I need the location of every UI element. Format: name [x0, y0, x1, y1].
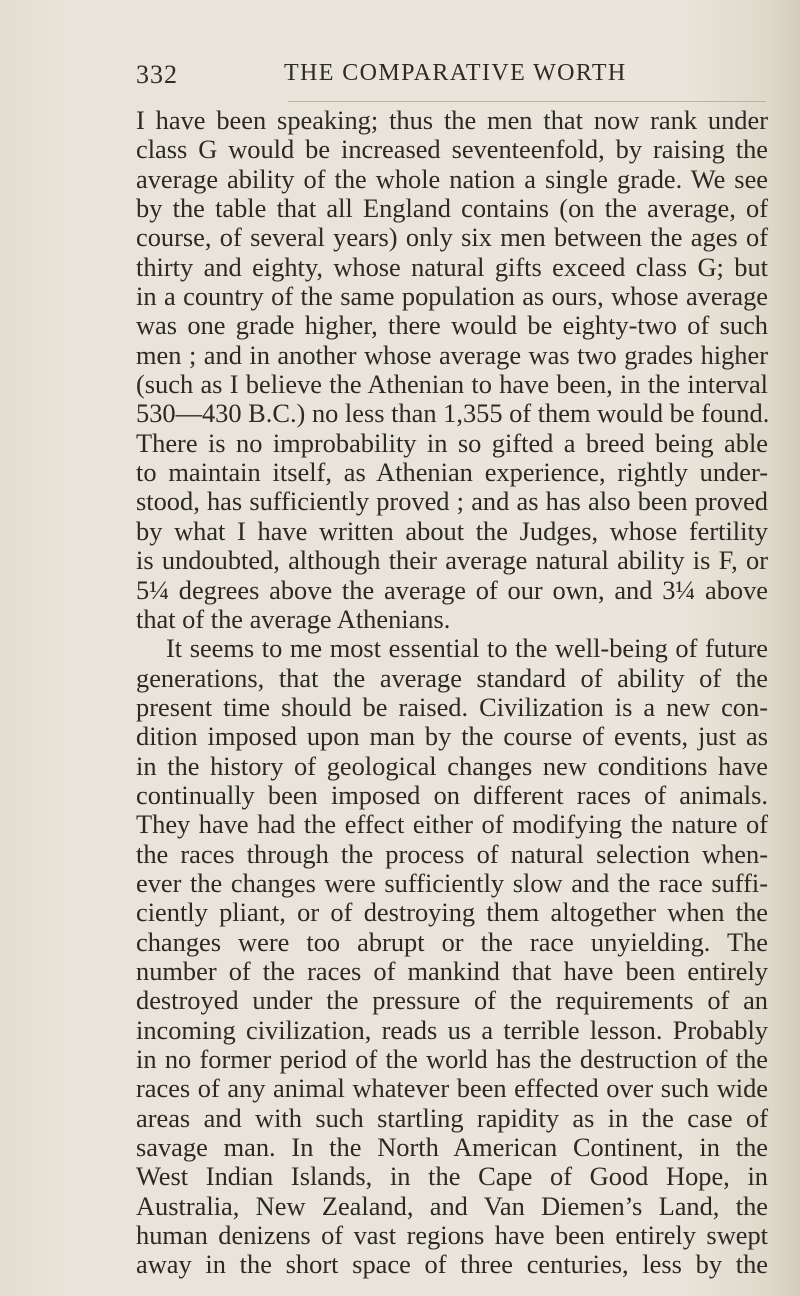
text-line: races of any animal whatever been effected over such wide: [136, 1073, 768, 1104]
header-rule: [288, 101, 766, 102]
text-line: in a country of the same population as ours, whose average: [136, 281, 768, 312]
body-text: [136, 106, 768, 1280]
text-line: thirty and eighty, whose natural gifts exceed class G; but: [136, 251, 768, 282]
text-line: I have been speaking; thus the men that now rank under: [136, 105, 768, 135]
text-line: (such as I believe the Athenian to have been, in the interval: [136, 369, 768, 400]
text-line: They have had the effect either of modifying the nature of: [136, 809, 768, 840]
text-line: men ; and in another whose average was two grades higher: [136, 339, 768, 370]
running-head: [0, 58, 800, 98]
text-line: changes were too abrupt or the race unyielding. The: [136, 926, 768, 957]
text-line: continually been imposed on different races of animals.: [136, 779, 768, 810]
text-line: 5¼ degrees above the average of our own, and 3¼ above: [136, 574, 768, 605]
text-line: to maintain itself, as Athenian experience, rightly under-: [136, 457, 768, 488]
text-line: There is no improbability in so gifted a breed being able: [136, 427, 768, 458]
text-line: class G would be increased seventeenfold, by raising the: [136, 134, 768, 165]
text-line: present time should be raised. Civilization is a new con-: [136, 691, 768, 722]
text-line: destroyed under the pressure of the requirements of an: [136, 985, 768, 1016]
page-number: 332: [136, 60, 178, 89]
text-line: incoming civilization, reads us a terrible lesson. Probably: [136, 1014, 768, 1045]
text-line: stood, has sufficiently proved ; and as has also been proved: [136, 486, 768, 517]
text-line: course, of several years) only six men between the ages of: [136, 222, 768, 253]
paragraph-end-line: that of the average Athenians.: [136, 603, 451, 634]
text-line: in no former period of the world has the destruction of the: [136, 1044, 768, 1074]
text-line: was one grade higher, there would be eighty-two of such: [136, 310, 768, 341]
text-line: the races through the process of natural selection when-: [136, 838, 768, 869]
text-line: ciently pliant, or of destroying them altogether when the: [136, 897, 768, 928]
text-line: by the table that all England contains (on the average, of: [136, 193, 768, 224]
text-line: is undoubted, although their average natural ability is F, or: [136, 545, 768, 576]
text-line: number of the races of mankind that have been entirely: [136, 955, 768, 986]
text-line: generations, that the average standard of ability of the: [136, 662, 768, 693]
text-line: areas and with such startling rapidity as in the case of: [136, 1102, 768, 1133]
text-line: dition imposed upon man by the course of events, just as: [136, 721, 768, 752]
running-title: THE COMPARATIVE WORTH: [284, 60, 627, 86]
text-line: average ability of the whole nation a single grade. We see: [136, 163, 768, 194]
text-line: West Indian Islands, in the Cape of Good Hope, in: [136, 1161, 768, 1192]
text-line: ever the changes were sufficiently slow and the race suffi-: [136, 867, 768, 898]
paragraph-start-line: It seems to me most essential to the well-being of future: [166, 633, 768, 664]
text-line: Australia, New Zealand, and Van Diemen’s Land, the: [136, 1190, 768, 1221]
text-line: away in the short space of three centuries, less by the: [136, 1249, 768, 1280]
text-line: by what I have written about the Judges, whose fertility: [136, 515, 768, 546]
text-line: 530—430 B.C.) no less than 1,355 of them would be found.: [136, 398, 770, 429]
text-line: savage man. In the North American Continent, in the: [136, 1132, 768, 1163]
text-line: in the history of geological changes new conditions have: [136, 750, 768, 781]
text-line: human denizens of vast regions have been entirely swept: [136, 1220, 768, 1251]
